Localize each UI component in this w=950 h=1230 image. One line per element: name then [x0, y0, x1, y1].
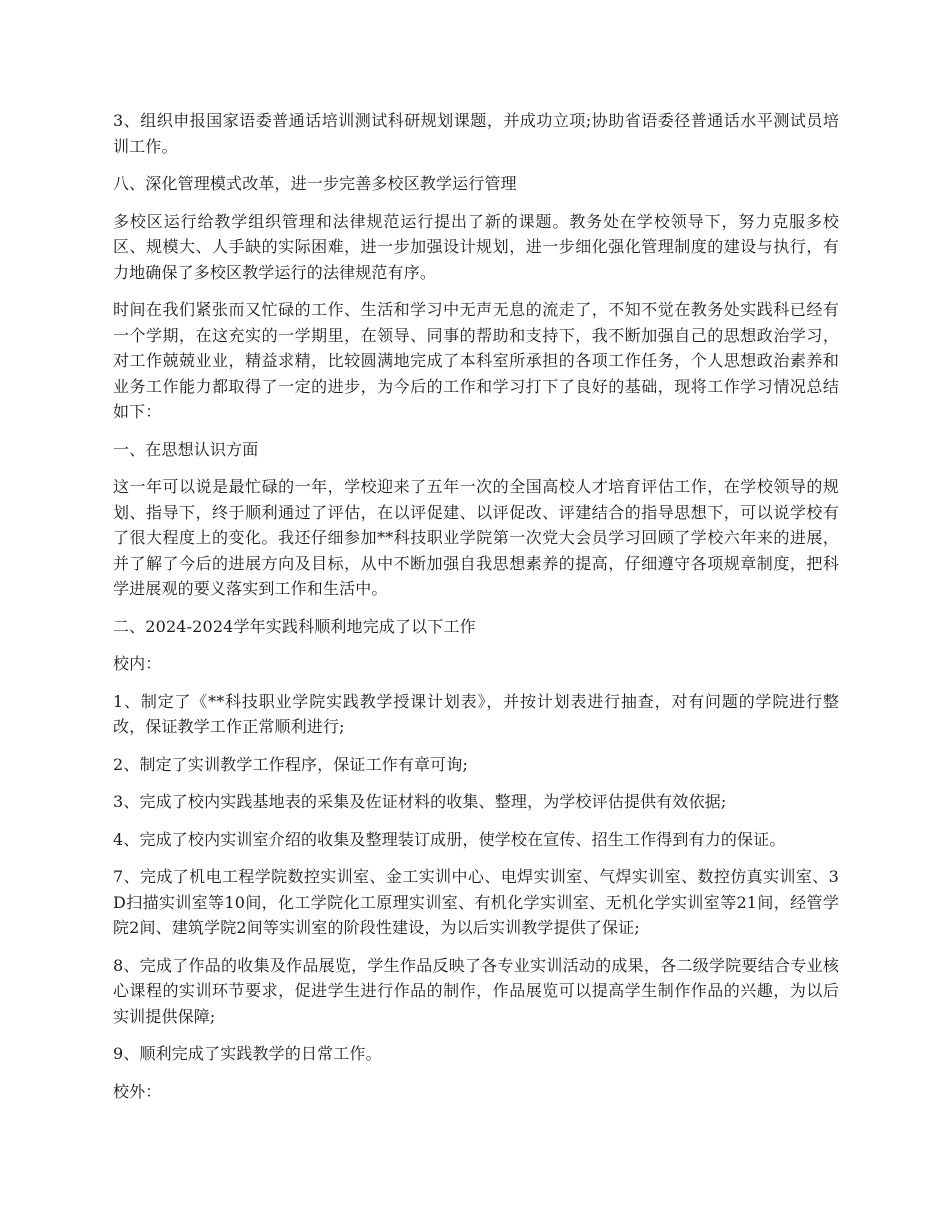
list-item-1: 1、制定了《**科技职业学院实践教学授课计划表》，并按计划表进行抽查，对有问题的学院进行整改，保证教学工作正常顺利进行;: [113, 691, 839, 736]
subheading-off-campus: 校外：: [113, 1081, 162, 1101]
section-heading-2: 二、2024-2024学年实践科顺利地完成了以下工作: [113, 616, 476, 636]
paragraph-thought: 这一年可以说是最忙碌的一年，学校迎来了五年一次的全国高校人才培育评估工作，在学校领导的规划、指导下，终于顺利通过了评估，在以评促建、以评促改、评建结合的指导思想下，可以说学校有了很大程度上的变化。我还仔细参加**科技职业学院第一次党大会员学习回顾了学校六年来的进展，并了解了今后的进展方向及目标，从中不断加强自我思想素养的提高，仔细遵守各项规章制度，把科学进展观的要义落实到工作和生活中。: [113, 477, 839, 598]
list-item-2: 2、制定了实训教学工作程序，保证工作有章可询;: [113, 754, 469, 774]
list-item-7: 7、完成了机电工程学院数控实训室、金工实训中心、电焊实训室、气焊实训室、数控仿真实训室、3D扫描实训室等10间，化工学院化工原理实训室、有机化学实训室、无机化学实训室等21间，经管学院2间、建筑学院2间等实训室的阶段性建设，为以后实训教学提供了保证;: [113, 867, 839, 937]
list-item-9: 9、顺利完成了实践教学的日常工作。: [113, 1044, 382, 1063]
document-page: [113, 108, 839, 1116]
list-item-4: 4、完成了校内实训室介绍的收集及整理装订成册，使学校在宣传、招生工作得到有力的保证。: [113, 829, 786, 849]
section-heading-1: 一、在思想认识方面: [113, 439, 259, 459]
section-heading-8: 八、深化管理模式改革，进一步完善多校区教学运行管理: [113, 174, 517, 193]
list-item-3: 3、完成了校内实践基地表的采集及佐证材料的收集、整理，为学校评估提供有效依据;: [113, 792, 727, 811]
paragraph-intro: 时间在我们紧张而又忙碌的工作、生活和学习中无声无息的流走了，不知不觉在教务处实践科已经有一个学期，在这充实的一学期里，在领导、同事的帮助和支持下，我不断加强自己的思想政治学习，对工作兢兢业业，精益求精，比较圆满地完成了本科室所承担的各项工作任务，个人思想政治素养和业务工作能力都取得了一定的进步，为今后的工作和学习打下了良好的基础，现将工作学习情况总结如下：: [113, 300, 839, 421]
list-item-8: 8、完成了作品的收集及作品展览，学生作品反映了各专业实训活动的成果，各二级学院要结合专业核心课程的实训环节要求，促进学生进行作品的制作，作品展览可以提高学生制作作品的兴趣，为以后实训提供保障;: [113, 955, 839, 1026]
paragraph-multi-campus: 多校区运行给教学组织管理和法律规范运行提出了新的课题。教务处在学校领导下，努力克服多校区、规模大、人手缺的实际困难，进一步加强设计规划，进一步细化强化管理制度的建设与执行，有力地确保了多校区教学运行的法律规范有序。: [113, 211, 839, 282]
paragraph-item-3: 3、组织申报国家语委普通话培训测试科研规划课题，并成功立项;协助省语委径普通话水平测试员培训工作。: [113, 111, 839, 156]
subheading-on-campus: 校内：: [113, 654, 162, 673]
